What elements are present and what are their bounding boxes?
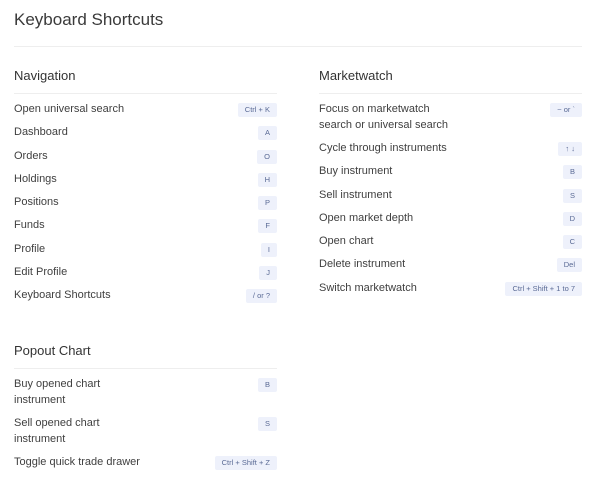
shortcut-label: Open universal search: [14, 103, 125, 115]
shortcut-row-edit-profile: [14, 264, 277, 287]
shortcut-row-sell-instrument: [319, 187, 582, 210]
shortcut-row-open-chart: [319, 233, 582, 256]
shortcut-row-buy-instrument: [319, 163, 582, 186]
shortcut-label: Funds: [14, 219, 45, 232]
shortcut-keys: P: [258, 196, 277, 210]
shortcut-label: Orders: [14, 149, 48, 162]
shortcut-keys: A: [258, 126, 277, 140]
marketwatch-heading: Marketwatch: [319, 68, 393, 83]
shortcut-keys: J: [259, 266, 277, 280]
shortcut-label: Sell instrument: [319, 188, 392, 201]
shortcut-row-profile: [14, 241, 277, 264]
shortcut-row-dashboard: [14, 124, 277, 147]
shortcut-keys: S: [258, 417, 277, 431]
shortcut-keys: O: [257, 150, 277, 164]
shortcut-keys: S: [563, 189, 582, 203]
shortcut-label: Dashboard: [14, 126, 68, 139]
shortcut-row-market-depth: [319, 210, 582, 233]
shortcut-label: Open chart: [319, 235, 374, 248]
popout-chart-divider: [14, 368, 277, 369]
shortcut-row-focus-search: [319, 101, 582, 140]
shortcut-label: Toggle quick trade drawer: [14, 456, 140, 468]
shortcut-label: Sell opened chart instrument: [14, 417, 100, 445]
shortcut-row-keyboard-shortcuts: [14, 287, 277, 310]
shortcut-label: Buy opened chart instrument: [14, 378, 101, 406]
shortcut-keys: F: [258, 219, 277, 233]
shortcut-label: Positions: [14, 196, 59, 209]
shortcut-row-toggle-quick-trade: [14, 454, 277, 477]
shortcut-label: Open market depth: [319, 211, 414, 224]
shortcut-keys: C: [563, 235, 582, 249]
marketwatch-divider: [319, 93, 582, 94]
shortcut-keys: Ctrl + K: [238, 103, 277, 117]
shortcut-row-buy-opened-chart: [14, 376, 277, 415]
shortcut-row-sell-opened-chart: [14, 415, 277, 454]
navigation-section: [14, 63, 277, 311]
shortcut-row-orders: [14, 148, 277, 171]
shortcut-row-delete-instrument: [319, 256, 582, 279]
popout-chart-section: [14, 338, 277, 477]
page-title: Keyboard Shortcuts: [14, 10, 164, 29]
shortcut-row-universal-search: [14, 101, 277, 124]
shortcut-keys: / or ?: [246, 289, 277, 303]
shortcut-keys: D: [563, 212, 582, 226]
popout-chart-heading: Popout Chart: [14, 343, 91, 358]
shortcut-row-positions: [14, 194, 277, 217]
shortcut-keys: I: [261, 243, 277, 257]
shortcut-label: Cycle through instruments: [319, 142, 447, 154]
shortcut-row-holdings: [14, 171, 277, 194]
shortcut-label: Focus on marketwatch search or universal search: [319, 103, 449, 131]
shortcut-keys: ~ or `: [550, 103, 582, 117]
shortcut-row-switch-marketwatch: [319, 280, 582, 303]
shortcut-label: Keyboard Shortcuts: [14, 289, 111, 302]
shortcut-keys: H: [258, 173, 277, 187]
navigation-heading: Navigation: [14, 68, 76, 83]
shortcut-keys: B: [258, 378, 277, 392]
shortcut-keys: B: [563, 165, 582, 179]
shortcut-row-cycle-instruments: [319, 140, 582, 163]
shortcut-label: Holdings: [14, 172, 57, 185]
shortcut-keys: Ctrl + Shift + Z: [215, 456, 277, 470]
shortcut-keys: ↑ ↓: [558, 142, 582, 156]
shortcut-keys: Del: [557, 258, 582, 272]
shortcut-keys: Ctrl + Shift + 1 to 7: [505, 282, 582, 296]
title-divider: [14, 46, 582, 47]
marketwatch-section: [319, 63, 582, 303]
shortcut-label: Switch marketwatch: [319, 281, 417, 294]
shortcut-label: Delete instrument: [319, 258, 406, 271]
shortcut-label: Profile: [14, 242, 46, 255]
navigation-divider: [14, 93, 277, 94]
shortcut-label: Edit Profile: [14, 266, 68, 279]
shortcut-row-funds: [14, 217, 277, 240]
shortcut-label: Buy instrument: [319, 165, 393, 178]
